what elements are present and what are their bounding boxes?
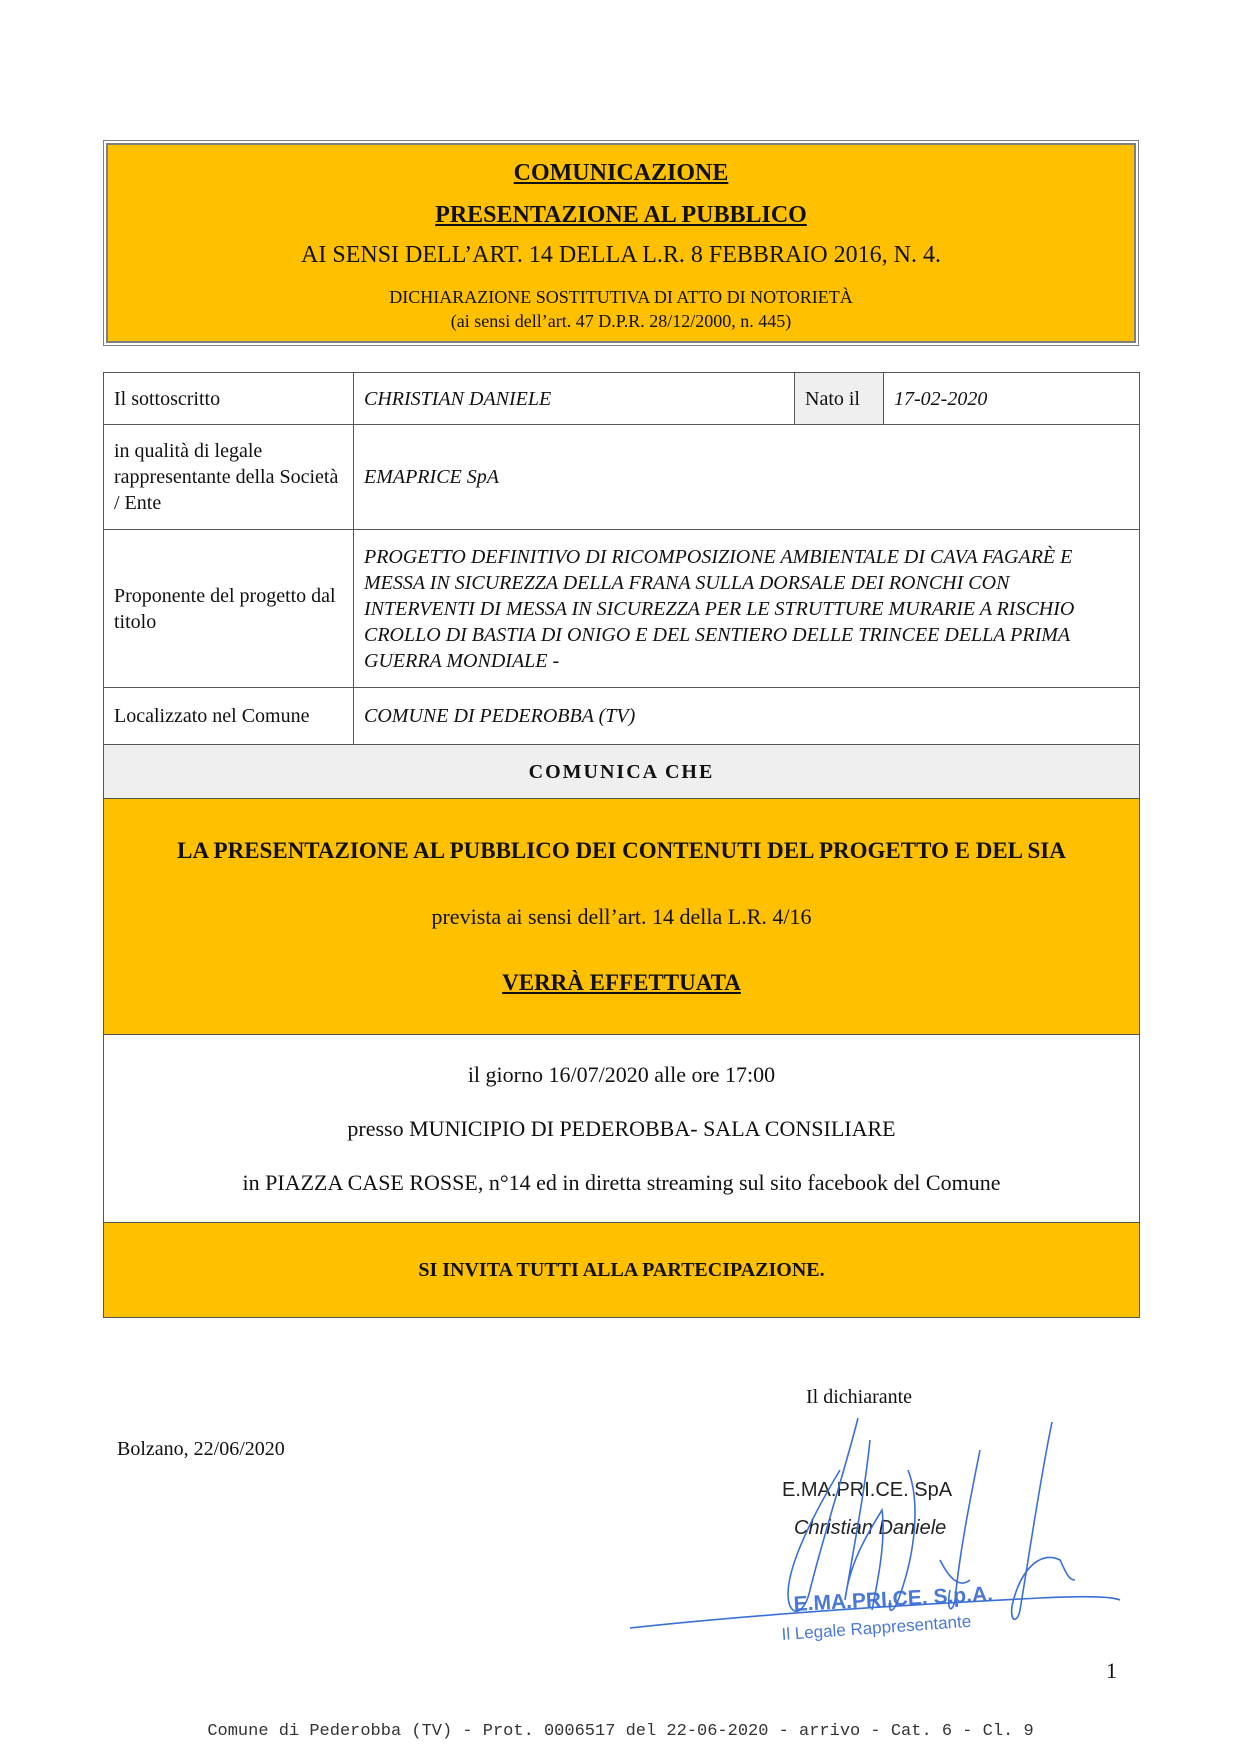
stamp-company-blue: E.MA.PRI.CE. S.p.A. bbox=[793, 1582, 994, 1616]
announcement-reference: prevista ai sensi dell’art. 14 della L.R. 4/16 bbox=[431, 903, 812, 929]
event-date-time: il giorno 16/07/2020 alle ore 17:00 bbox=[467, 1061, 776, 1087]
table-row bbox=[104, 799, 1140, 1035]
declarant-label: Il dichiarante bbox=[806, 1386, 913, 1408]
role-value: EMAPRICE SpA bbox=[354, 425, 1140, 530]
signature-stamp bbox=[620, 1410, 1140, 1655]
table-row bbox=[104, 425, 1140, 530]
header-title: COMUNICAZIONE bbox=[513, 160, 729, 186]
table-row bbox=[104, 1223, 1140, 1318]
header-law-reference: AI SENSI DELL’ART. 14 DELLA L.R. 8 FEBBRAIO 2016, N. 4. bbox=[301, 242, 941, 268]
born-label: Nato il bbox=[795, 373, 884, 425]
stamp-name: Christian Daniele bbox=[794, 1517, 947, 1539]
event-address: in PIAZZA CASE ROSSE, n°14 ed in diretta streaming sul sito facebook del Comune bbox=[242, 1169, 1001, 1195]
table-row bbox=[104, 745, 1140, 799]
invitation: SI INVITA TUTTI ALLA PARTECIPAZIONE. bbox=[104, 1223, 1140, 1318]
header-declaration: DICHIARAZIONE SOSTITUTIVA DI ATTO DI NOTORIETÀ bbox=[389, 287, 853, 307]
communicates-heading: COMUNICA CHE bbox=[104, 745, 1140, 799]
location-value: COMUNE DI PEDEROBBA (TV) bbox=[354, 688, 1140, 745]
undersigned-label: Il sottoscritto bbox=[104, 373, 354, 425]
header-subtitle: PRESENTAZIONE AL PUBBLICO bbox=[435, 202, 807, 228]
table-row bbox=[104, 373, 1140, 425]
stamp-company: E.MA.PRI.CE. SpA bbox=[782, 1479, 953, 1501]
stamp-role-blue: Il Legale Rappresentante bbox=[780, 1611, 972, 1644]
event-details-cell bbox=[104, 1035, 1140, 1223]
place-date: Bolzano, 22/06/2020 bbox=[117, 1438, 285, 1460]
born-value: 17-02-2020 bbox=[884, 373, 1140, 425]
page-number: 1 bbox=[1106, 1658, 1117, 1683]
role-label: in qualità di legale rappresentante della Società / Ente bbox=[104, 425, 354, 530]
event-venue: presso MUNICIPIO DI PEDEROBBA- SALA CONSILIARE bbox=[347, 1115, 896, 1141]
table-row bbox=[104, 530, 1140, 688]
announcement-cell bbox=[104, 799, 1140, 1035]
table-row bbox=[104, 688, 1140, 745]
declaration-table bbox=[103, 372, 1140, 1318]
project-label: Proponente del progetto dal titolo bbox=[104, 530, 354, 688]
table-row bbox=[104, 1035, 1140, 1223]
location-label: Localizzato nel Comune bbox=[104, 688, 354, 745]
undersigned-value: CHRISTIAN DANIELE bbox=[354, 373, 795, 425]
header-declaration-reference: (ai sensi dell’art. 47 D.P.R. 28/12/2000, n. 445) bbox=[450, 311, 792, 331]
project-title: PROGETTO DEFINITIVO DI RICOMPOSIZIONE AMBIENTALE DI CAVA FAGARÈ E MESSA IN SICUREZZA DELLA FRANA SULLA DORSALE DEI RONCHI CON INTERVENTI DI MESSA IN SICUREZZA PER LE STRUTTURE MURARIE A RISCHIO CROLLO DI BASTIA DI ONIGO E DEL SENTIERO DELLE TRINCEE DELLA PRIMA GUERRA MONDIALE - bbox=[354, 530, 1140, 688]
announcement-action: VERRÀ EFFETTUATA bbox=[502, 969, 741, 995]
protocol-footer: Comune di Pederobba (TV) - Prot. 0006517 del 22-06-2020 - arrivo - Cat. 6 - Cl. 9 bbox=[207, 1722, 1034, 1741]
announcement-title: LA PRESENTAZIONE AL PUBBLICO DEI CONTENUTI DEL PROGETTO E DEL SIA bbox=[177, 837, 1066, 863]
header-box bbox=[106, 143, 1136, 343]
handwritten-signature bbox=[630, 1418, 1120, 1628]
